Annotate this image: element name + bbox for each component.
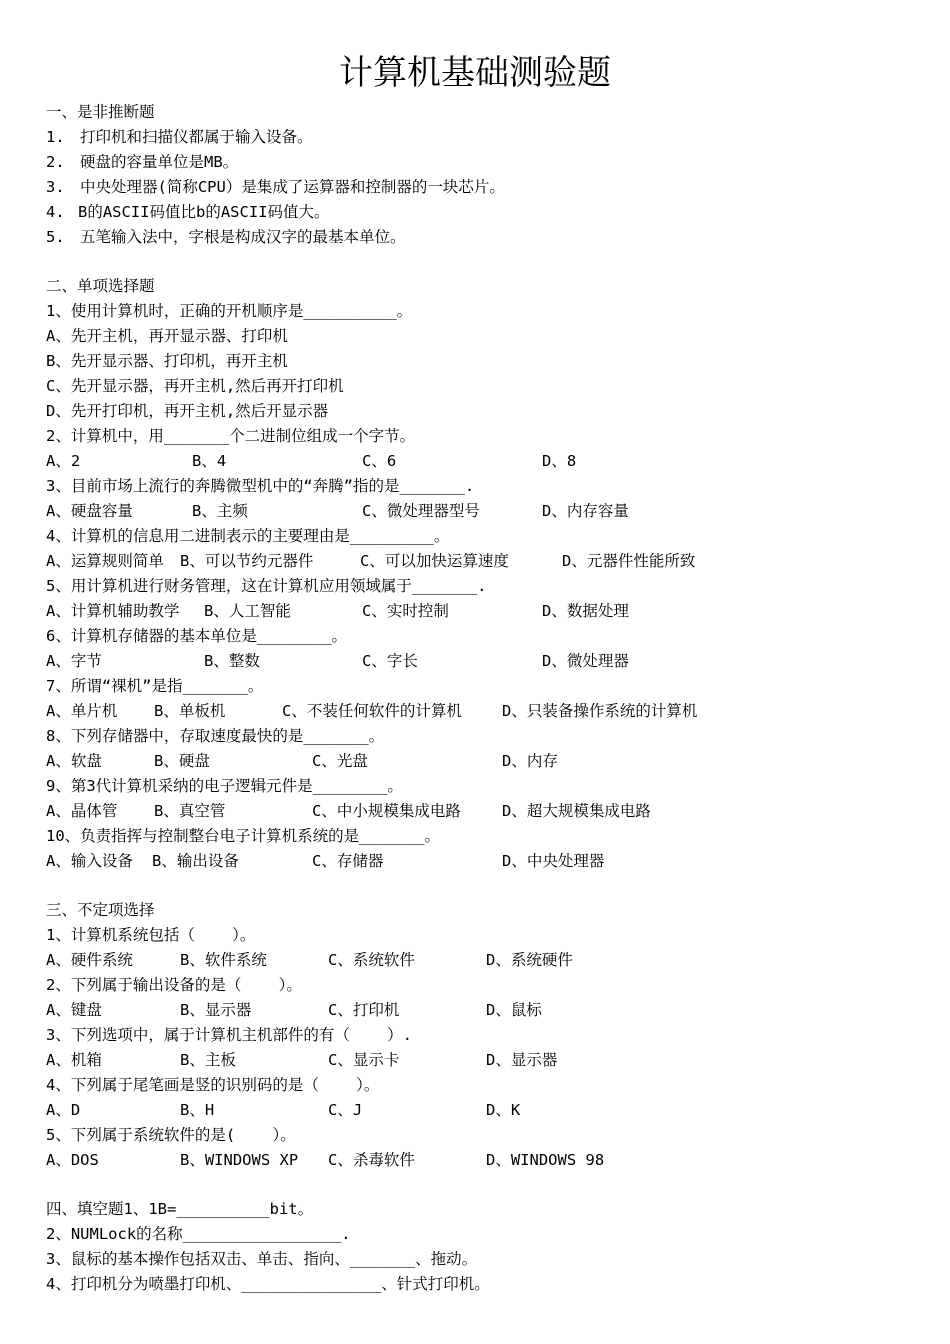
option: A、DOS	[46, 1151, 99, 1169]
option: C、打印机	[328, 1001, 400, 1019]
option: A、运算规则简单	[46, 552, 164, 570]
option: D、8	[542, 452, 577, 470]
question: 1、使用计算机时，正确的开机顺序是__________。	[46, 302, 413, 320]
section2-heading: 二、单项选择题	[46, 277, 155, 295]
question: 2、下列属于输出设备的是（ ）。	[46, 976, 302, 994]
option: D、只装备操作系统的计算机	[502, 702, 698, 720]
options-row	[46, 1150, 605, 1170]
item-text: 硬盘的容量单位是MB。	[80, 153, 239, 171]
option: C、系统软件	[328, 951, 415, 969]
options-row	[46, 1100, 521, 1120]
item-number: 2.	[46, 153, 65, 171]
true-false-item	[46, 227, 406, 247]
item-number: 5.	[46, 228, 65, 246]
options-row	[46, 701, 698, 721]
option: B、软件系统	[180, 951, 267, 969]
option: D、元器件性能所致	[562, 552, 696, 570]
option: A、计算机辅助教学	[46, 602, 180, 620]
options-row	[46, 950, 573, 970]
question: 2、NUMLock的名称_________________.	[46, 1225, 351, 1243]
question: 10、负责指挥与控制整台电子计算机系统的是_______。	[46, 827, 440, 845]
question: 8、下列存储器中，存取速度最快的是_______。	[46, 727, 385, 745]
option: B、WINDOWS XP	[180, 1151, 299, 1169]
page-title: 计算机基础测验题	[339, 53, 611, 93]
option: C、6	[362, 452, 397, 470]
option: C、实时控制	[362, 602, 449, 620]
item-number: 3.	[46, 178, 65, 196]
option: D、先开打印机，再开主机,然后开显示器	[46, 402, 329, 420]
option: A、2	[46, 452, 81, 470]
item-number: 4.	[46, 203, 65, 221]
item-text: 打印机和扫描仪都属于输入设备。	[80, 128, 313, 146]
options-row	[46, 551, 696, 571]
options-row	[46, 1000, 542, 1020]
option: C、中小规模集成电路	[312, 802, 461, 820]
question: 5、下列属于系统软件的是( ）。	[46, 1126, 296, 1144]
option: C、可以加快运算速度	[360, 552, 509, 570]
question: 3、目前市场上流行的奔腾微型机中的“奔腾”指的是_______.	[46, 477, 475, 495]
true-false-item	[46, 177, 505, 197]
option: B、整数	[204, 652, 260, 670]
option: D、数据处理	[542, 602, 629, 620]
question: 1、计算机系统包括（ ）。	[46, 926, 256, 944]
option: B、4	[192, 452, 227, 470]
option: C、先开显示器，再开主机,然后再开打印机	[46, 377, 344, 395]
option: D、鼠标	[486, 1001, 542, 1019]
option: D、显示器	[486, 1051, 558, 1069]
option: B、真空管	[154, 802, 226, 820]
options-row	[46, 601, 629, 621]
option: A、晶体管	[46, 802, 118, 820]
options-row	[46, 851, 605, 871]
option: D、内存容量	[542, 502, 629, 520]
question: 5、用计算机进行财务管理，这在计算机应用领域属于_______.	[46, 577, 487, 595]
options-row	[46, 801, 651, 821]
section4-heading-question: 四、填空题1、1B=__________bit。	[46, 1200, 314, 1218]
option: B、输出设备	[152, 852, 239, 870]
option: A、硬盘容量	[46, 502, 133, 520]
option: B、单板机	[154, 702, 226, 720]
item-text: 五笔输入法中，字根是构成汉字的最基本单位。	[80, 228, 406, 246]
option: A、输入设备	[46, 852, 133, 870]
question: 4、计算机的信息用二进制表示的主要理由是_________。	[46, 527, 450, 545]
option: B、先开显示器、打印机，再开主机	[46, 352, 288, 370]
option: C、不装任何软件的计算机	[282, 702, 462, 720]
section1-heading: 一、是非推断题	[46, 103, 155, 121]
option: D、中央处理器	[502, 852, 605, 870]
option: B、主频	[192, 502, 248, 520]
option: D、超大规模集成电路	[502, 802, 651, 820]
option: B、人工智能	[204, 602, 291, 620]
question: 4、打印机分为喷墨打印机、_______________、针式打印机。	[46, 1275, 490, 1293]
option: B、H	[180, 1101, 215, 1119]
section3-heading: 三、不定项选择	[46, 901, 155, 919]
option: A、先开主机，再开显示器、打印机	[46, 327, 288, 345]
option: A、D	[46, 1101, 81, 1119]
option: A、键盘	[46, 1001, 102, 1019]
option: A、机箱	[46, 1051, 102, 1069]
options-row	[46, 1050, 558, 1070]
option: D、K	[486, 1101, 521, 1119]
option: B、主板	[180, 1051, 236, 1069]
item-number: 1.	[46, 128, 65, 146]
option: C、字长	[362, 652, 418, 670]
option: D、微处理器	[542, 652, 629, 670]
option: D、WINDOWS 98	[486, 1151, 605, 1169]
option: D、系统硬件	[486, 951, 573, 969]
option: C、杀毒软件	[328, 1151, 415, 1169]
option: B、显示器	[180, 1001, 252, 1019]
options-row	[46, 501, 629, 521]
question: 2、计算机中，用_______个二进制位组成一个字节。	[46, 427, 416, 445]
option: A、字节	[46, 652, 102, 670]
option: C、J	[328, 1101, 363, 1119]
question: 3、下列选项中，属于计算机主机部件的有（ ）.	[46, 1026, 412, 1044]
true-false-item	[46, 152, 239, 172]
options-row	[46, 451, 577, 471]
option: B、可以节约元器件	[180, 552, 314, 570]
option: A、硬件系统	[46, 951, 133, 969]
question: 3、鼠标的基本操作包括双击、单击、指向、_______、拖动。	[46, 1250, 478, 1268]
option: B、硬盘	[154, 752, 210, 770]
true-false-item	[46, 127, 313, 147]
options-row	[46, 751, 558, 771]
item-text: B的ASCII码值比b的ASCII码值大。	[78, 203, 330, 221]
option: C、光盘	[312, 752, 368, 770]
option: C、微处理器型号	[362, 502, 480, 520]
option: C、存储器	[312, 852, 384, 870]
option: D、内存	[502, 752, 558, 770]
option: A、单片机	[46, 702, 118, 720]
true-false-item	[46, 202, 330, 222]
question: 9、第3代计算机采纳的电子逻辑元件是________。	[46, 777, 403, 795]
option: A、软盘	[46, 752, 102, 770]
question: 6、计算机存储器的基本单位是________。	[46, 627, 347, 645]
question: 4、下列属于尾笔画是竖的识别码的是（ ）。	[46, 1076, 380, 1094]
option: C、显示卡	[328, 1051, 400, 1069]
options-row	[46, 651, 629, 671]
question: 7、所谓“裸机”是指_______。	[46, 677, 264, 695]
item-text: 中央处理器(简称CPU）是集成了运算器和控制器的一块芯片。	[80, 178, 505, 196]
